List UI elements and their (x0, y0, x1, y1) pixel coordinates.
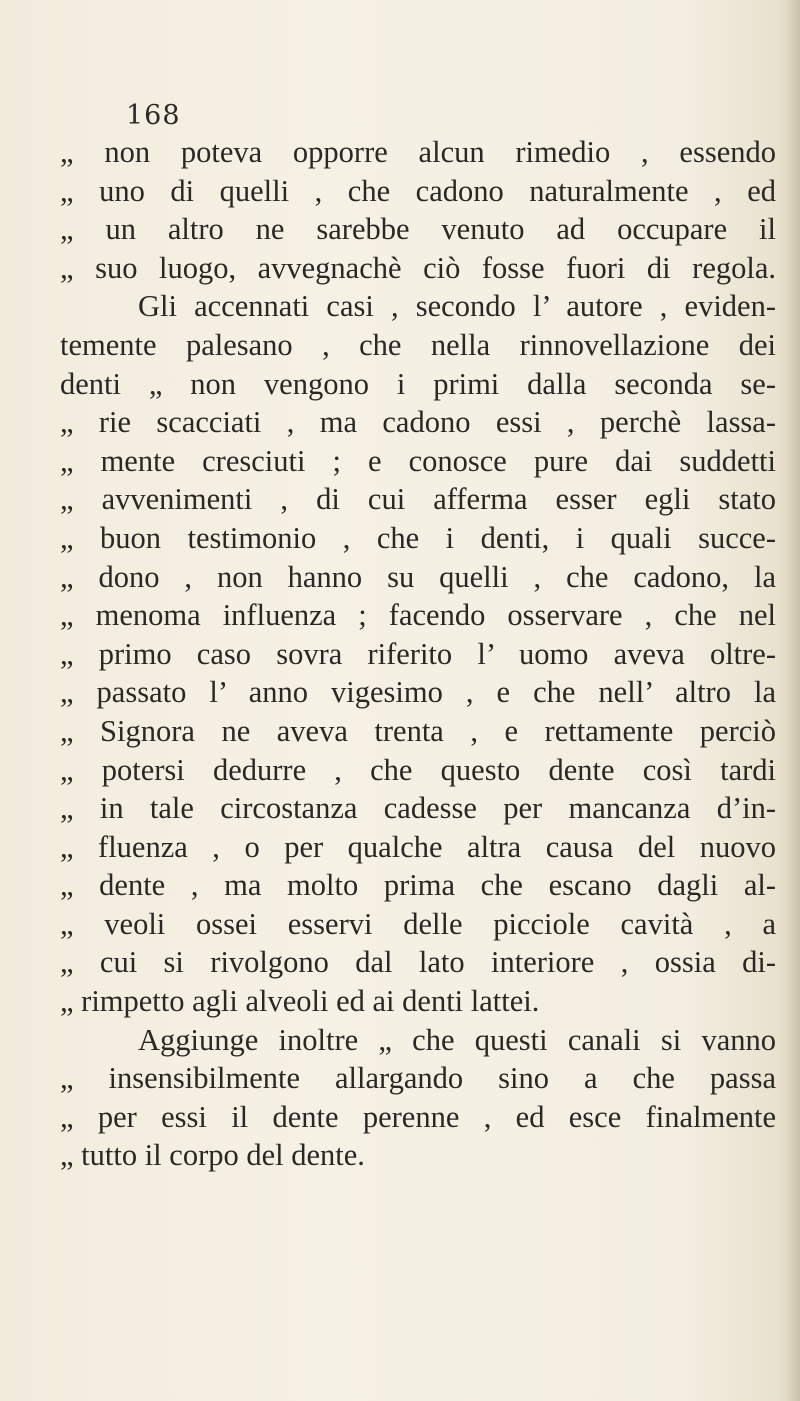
text-line: „ non poteva opporre alcun rimedio , essendo (60, 135, 776, 169)
text-line: „ dente , ma molto prima che escano dagli al- (60, 868, 776, 903)
text-line: „ in tale circostanza cadesse per mancanza d’in- (60, 791, 776, 826)
page-number: 168 (126, 100, 181, 131)
text-line: „ suo luogo, avvegnachè ciò fosse fuori di regola. (60, 250, 776, 285)
text-line: „ potersi dedurre , che questo dente così tardi (60, 752, 776, 787)
text-line: „ passato l’ anno vigesimo , e che nell’ altro la (60, 675, 776, 710)
text-line: „ avvenimenti , di cui afferma esser egli stato (60, 482, 776, 517)
body-text (60, 133, 776, 1175)
text-line: temente palesano , che nella rinnovellazione dei (60, 327, 776, 362)
text-line: „ mente cresciuti ; e conosce pure dai suddetti (60, 443, 776, 478)
text-line: „ uno di quelli , che cadono naturalmente , ed (60, 173, 776, 208)
text-line: „ primo caso sovra riferito l’ uomo aveva oltre- (60, 636, 776, 671)
text-line: „ per essi il dente perenne , ed esce finalmente (60, 1099, 776, 1134)
text-line: „ menoma influenza ; facendo osservare , che nel (60, 598, 776, 633)
text-line-paragraph-start: Gli accennati casi , secondo l’ autore , eviden- (138, 289, 776, 324)
text-line: „ veoli ossei esservi delle picciole cavità , a (60, 906, 776, 941)
text-line: „ rie scacciati , ma cadono essi , perchè lassa- (60, 405, 776, 440)
page-edge-shadow (786, 0, 800, 1401)
text-line: „ un altro ne sarebbe venuto ad occupare il (60, 212, 776, 247)
text-line: „ buon testimonio , che i denti, i quali succe- (60, 520, 776, 555)
text-line-paragraph-end: „ tutto il corpo del dente. (60, 1138, 365, 1173)
text-line: denti „ non vengono i primi dalla seconda se- (60, 366, 776, 401)
text-line: „ insensibilmente allargando sino a che passa (60, 1061, 776, 1096)
text-line: „ dono , non hanno su quelli , che cadono, la (60, 559, 776, 594)
text-line-paragraph-start: Aggiunge inoltre „ che questi canali si vanno (138, 1022, 776, 1057)
text-line: „ Signora ne aveva trenta , e rettamente perciò (60, 713, 776, 748)
text-line: „ fluenza , o per qualche altra causa del nuovo (60, 829, 776, 864)
text-line-paragraph-end: „ rimpetto agli alveoli ed ai denti lattei. (60, 984, 540, 1019)
text-line: „ cui si rivolgono dal lato interiore , ossia di- (60, 945, 776, 980)
